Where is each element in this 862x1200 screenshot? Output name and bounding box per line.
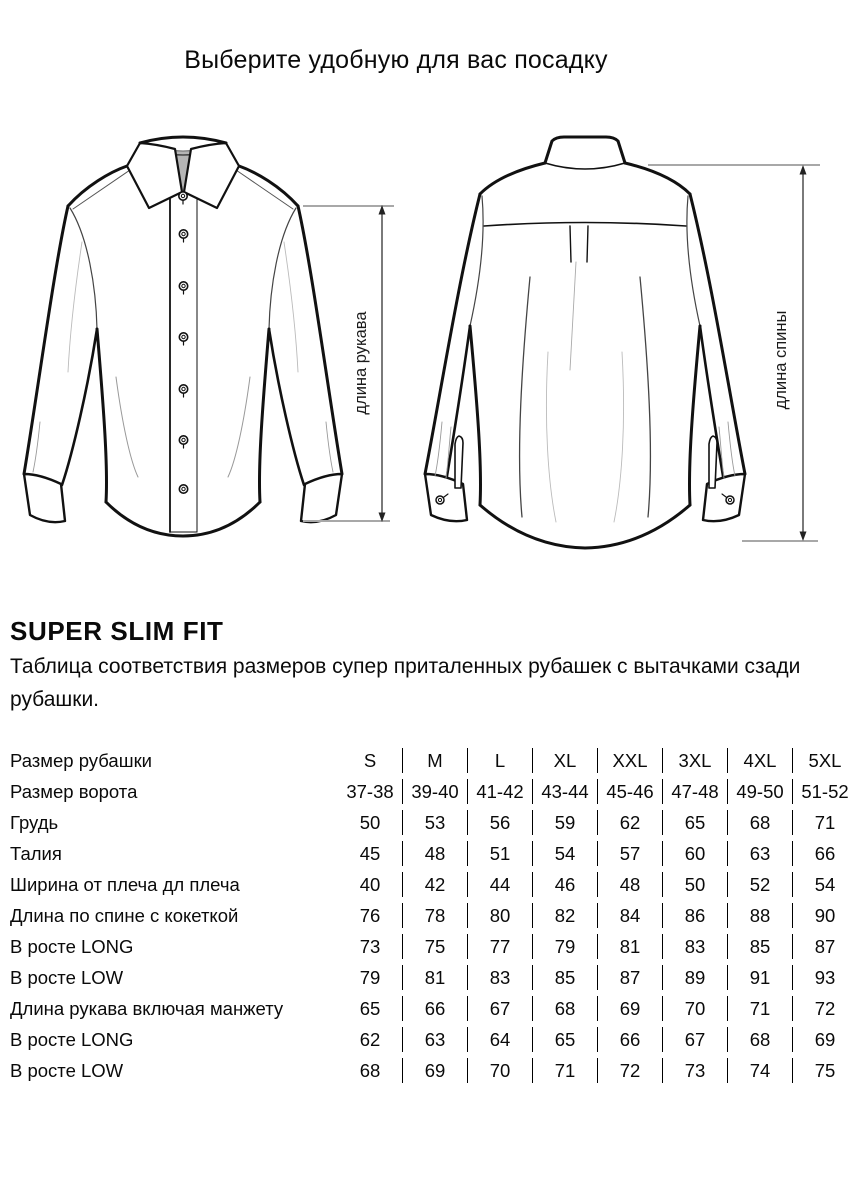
size-cell: 54 <box>792 872 857 897</box>
table-row <box>10 841 857 866</box>
size-cell: 63 <box>727 841 792 866</box>
page-title: Выберите удобную для вас посадку <box>184 46 608 74</box>
size-cell: 72 <box>792 996 857 1021</box>
size-cell: 71 <box>727 996 792 1021</box>
size-cell: 69 <box>597 996 662 1021</box>
size-table-body <box>10 748 857 1083</box>
table-row <box>10 1058 857 1083</box>
size-cell: XL <box>532 748 597 773</box>
size-cell: 45-46 <box>597 779 662 804</box>
size-cell: 51-52 <box>792 779 857 804</box>
size-cell: 82 <box>532 903 597 928</box>
size-cell: 66 <box>792 841 857 866</box>
size-cell: 83 <box>662 934 727 959</box>
size-cell: 39-40 <box>402 779 467 804</box>
size-cell: 79 <box>532 934 597 959</box>
size-cell: 71 <box>532 1058 597 1083</box>
size-cell: 84 <box>597 903 662 928</box>
size-cell: M <box>402 748 467 773</box>
row-label: Ширина от плеча дл плеча <box>10 873 240 895</box>
size-cell: 69 <box>402 1058 467 1083</box>
fit-description: Таблица соответствия размеров супер приталенных рубашек с вытачками сзади рубашки. <box>10 655 801 711</box>
size-cell: 40 <box>359 873 381 895</box>
row-label: Размер рубашки <box>10 749 152 771</box>
size-cell: 85 <box>727 934 792 959</box>
size-cell: 53 <box>402 810 467 835</box>
size-cell: 87 <box>792 934 857 959</box>
size-cell: 69 <box>792 1027 857 1052</box>
size-cell: 68 <box>727 1027 792 1052</box>
size-cell: 48 <box>597 872 662 897</box>
size-cell: 68 <box>359 1059 381 1081</box>
size-cell: 70 <box>662 996 727 1021</box>
row-label: Талия <box>10 842 62 864</box>
size-cell: 59 <box>532 810 597 835</box>
size-cell: 63 <box>402 1027 467 1052</box>
size-cell: 73 <box>662 1058 727 1083</box>
size-cell: 64 <box>467 1027 532 1052</box>
size-cell: 56 <box>467 810 532 835</box>
row-label: В росте LONG <box>10 1028 134 1050</box>
size-cell: 85 <box>532 965 597 990</box>
size-cell: 45 <box>359 842 381 864</box>
size-cell: 87 <box>597 965 662 990</box>
back-length-label: длина спины <box>772 310 790 410</box>
table-row <box>10 1027 857 1052</box>
size-cell: 78 <box>402 903 467 928</box>
size-table <box>10 742 857 1089</box>
size-cell: 76 <box>359 904 381 926</box>
size-cell: 74 <box>727 1058 792 1083</box>
fit-heading: SUPER SLIM FIT <box>10 616 224 646</box>
row-label: В росте LONG <box>10 935 134 957</box>
table-row <box>10 996 857 1021</box>
table-row <box>10 779 857 804</box>
size-cell: L <box>467 748 532 773</box>
size-cell: 65 <box>662 810 727 835</box>
sleeve-length-arrow <box>303 205 394 522</box>
size-cell: 73 <box>359 935 381 957</box>
size-cell: 65 <box>532 1027 597 1052</box>
back-length-arrow <box>648 165 820 541</box>
table-row <box>10 965 857 990</box>
row-label: Размер ворота <box>10 780 138 802</box>
sleeve-length-label: длина рукава <box>352 311 370 415</box>
size-cell: 86 <box>662 903 727 928</box>
size-cell: 70 <box>467 1058 532 1083</box>
size-cell: 75 <box>792 1058 857 1083</box>
size-cell: 52 <box>727 872 792 897</box>
table-row <box>10 872 857 897</box>
size-cell: 67 <box>662 1027 727 1052</box>
row-label: В росте LOW <box>10 1059 124 1081</box>
size-cell: 77 <box>467 934 532 959</box>
size-cell: 60 <box>662 841 727 866</box>
size-cell: 93 <box>792 965 857 990</box>
size-cell: 66 <box>402 996 467 1021</box>
size-cell: 48 <box>402 841 467 866</box>
size-cell: 37-38 <box>346 780 394 802</box>
size-cell: 66 <box>597 1027 662 1052</box>
size-cell: 44 <box>467 872 532 897</box>
size-cell: 50 <box>359 811 381 833</box>
table-row <box>10 810 857 835</box>
size-cell: 5XL <box>792 748 857 773</box>
size-cell: 43-44 <box>532 779 597 804</box>
size-cell: 68 <box>532 996 597 1021</box>
size-cell: 46 <box>532 872 597 897</box>
size-cell: 83 <box>467 965 532 990</box>
size-cell: 4XL <box>727 748 792 773</box>
size-cell: 91 <box>727 965 792 990</box>
size-cell: 81 <box>402 965 467 990</box>
size-cell: 62 <box>359 1028 381 1050</box>
size-cell: 51 <box>467 841 532 866</box>
size-cell: 90 <box>792 903 857 928</box>
row-label: Длина по спине с кокеткой <box>10 904 239 926</box>
size-cell: 72 <box>597 1058 662 1083</box>
row-label: В росте LOW <box>10 966 124 988</box>
size-cell: 67 <box>467 996 532 1021</box>
size-cell: 54 <box>532 841 597 866</box>
size-cell: 57 <box>597 841 662 866</box>
size-cell: 80 <box>467 903 532 928</box>
size-cell: 41-42 <box>467 779 532 804</box>
size-cell: 88 <box>727 903 792 928</box>
size-cell: 50 <box>662 872 727 897</box>
size-cell: 62 <box>597 810 662 835</box>
size-cell: 81 <box>597 934 662 959</box>
size-cell: 68 <box>727 810 792 835</box>
size-cell: XXL <box>597 748 662 773</box>
row-label: Длина рукава включая манжету <box>10 997 284 1019</box>
size-cell: 89 <box>662 965 727 990</box>
size-cell: 71 <box>792 810 857 835</box>
row-label: Грудь <box>10 811 59 833</box>
table-row <box>10 934 857 959</box>
size-cell: 79 <box>359 966 381 988</box>
size-cell: 65 <box>359 997 381 1019</box>
table-row <box>10 903 857 928</box>
size-cell: 3XL <box>662 748 727 773</box>
size-cell: S <box>363 749 377 771</box>
size-cell: 49-50 <box>727 779 792 804</box>
size-cell: 75 <box>402 934 467 959</box>
size-cell: 47-48 <box>662 779 727 804</box>
table-row <box>10 748 857 773</box>
size-cell: 42 <box>402 872 467 897</box>
